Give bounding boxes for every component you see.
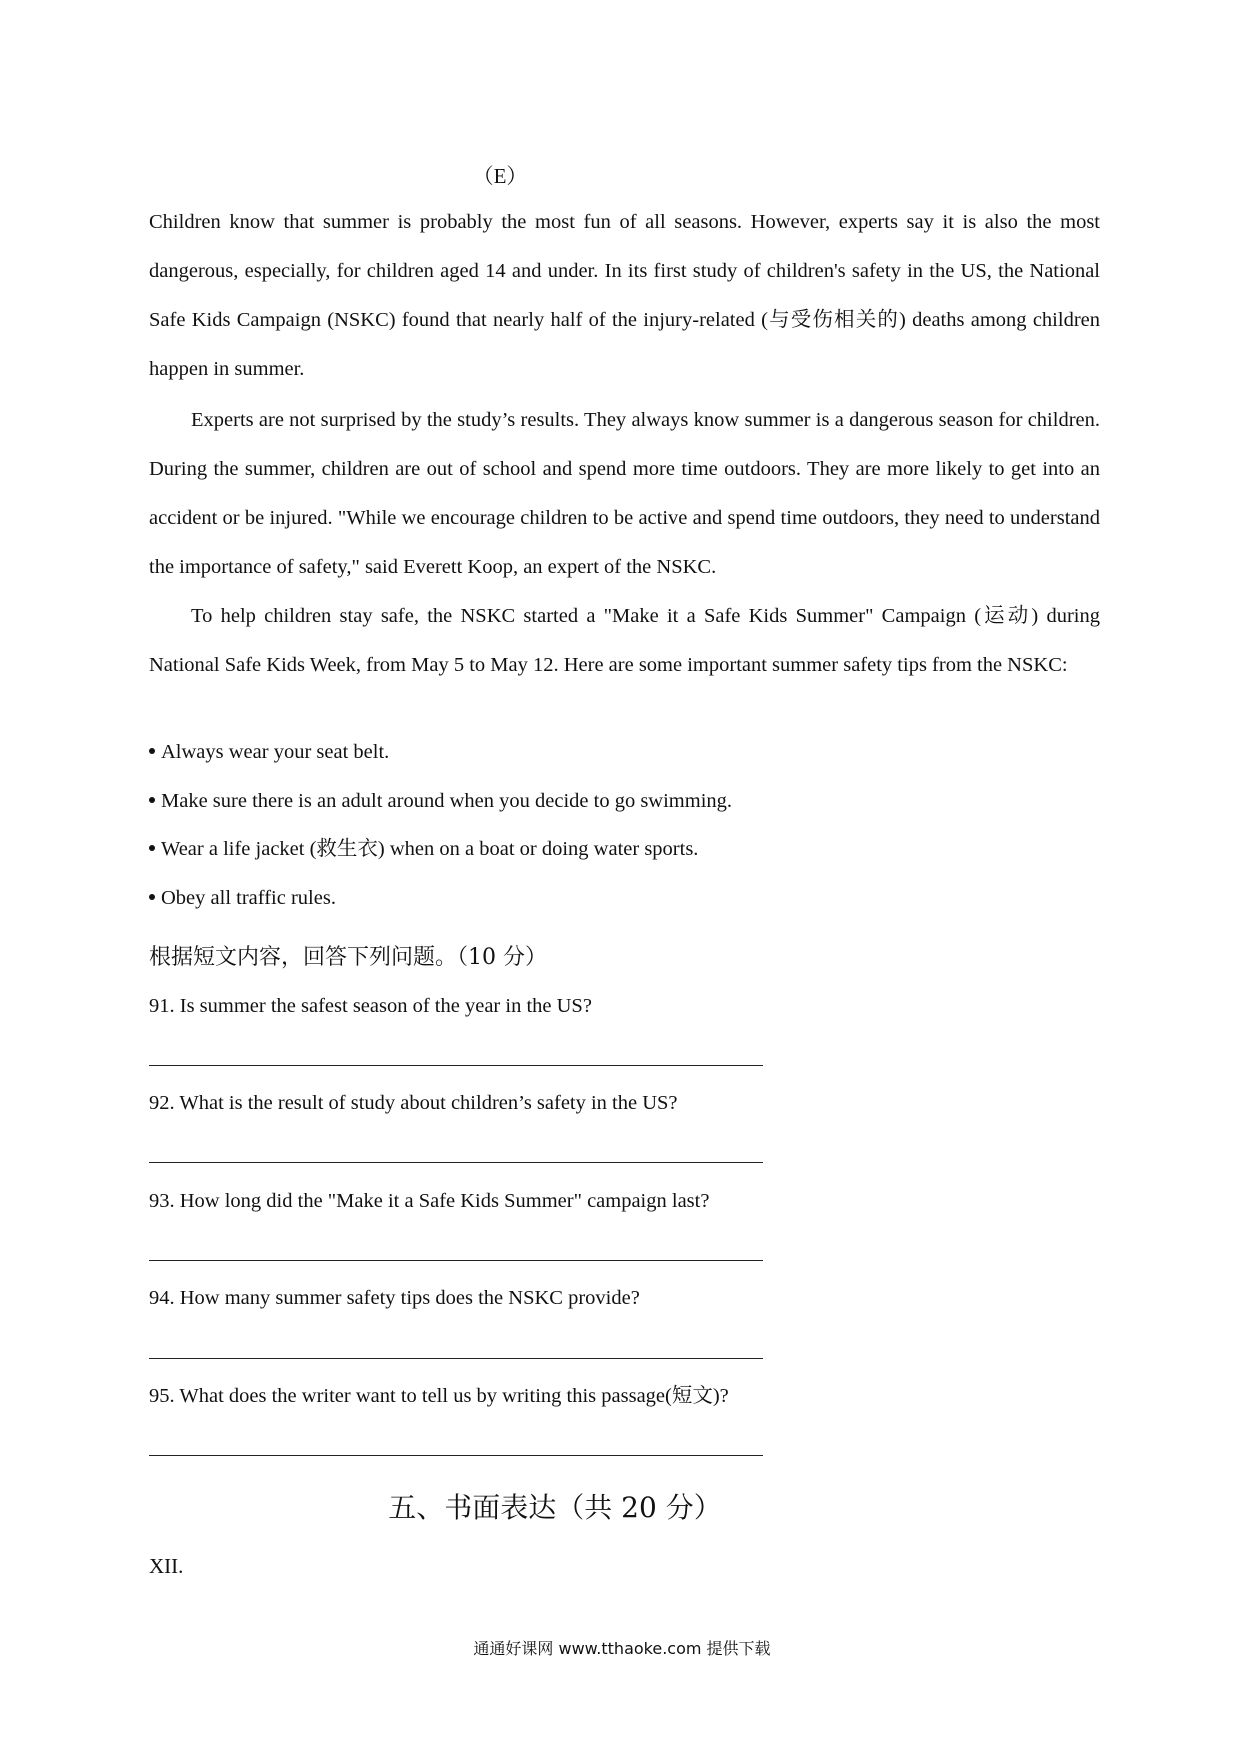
bullet-icon (149, 845, 155, 851)
bullet-icon (149, 797, 155, 803)
tip-item-1 (149, 737, 1100, 767)
tip-item-3 (149, 834, 1100, 864)
answer-line-95[interactable] (149, 1455, 763, 1456)
passage-paragraph-2: Experts are not surprised by the study’s results. They always know summer is a dangerous season for children. During the summer, children are out of school and spend more time outdoors. They are more likely to get into an accident or be injured. "While we encourage children to be active and spend time outdoors, they need to understand the importance of safety," said Everett Koop, an expert of the NSKC. (149, 409, 1100, 578)
tip-text: Always wear your seat belt. (161, 741, 390, 763)
question-93: 93. How long did the "Make it a Safe Kids Summer" campaign last? (149, 1190, 710, 1212)
question-94: 94. How many summer safety tips does the NSKC provide? (149, 1287, 640, 1309)
bullet-icon (149, 894, 155, 900)
answer-line-93[interactable] (149, 1260, 763, 1261)
section-heading: 五、书面表达（共 20 分） (388, 1491, 722, 1524)
question-92: 92. What is the result of study about children’s safety in the US? (149, 1092, 678, 1114)
passage-paragraph-1: Children know that summer is probably the most fun of all seasons. However, experts say it is also the most dangerous, especially, for children aged 14 and under. In its first study of children's safety in the US, the National Safe Kids Campaign (NSKC) found that nearly half of the injury-related (与受伤相关的) deaths among children happen in summer. (149, 211, 1100, 380)
answer-line-92[interactable] (149, 1162, 763, 1163)
question-95: 95. What does the writer want to tell us by writing this passage(短文)? (149, 1385, 729, 1407)
section-number: XII. (149, 1554, 184, 1578)
tip-text: Obey all traffic rules. (161, 887, 336, 909)
tip-item-2 (149, 786, 1100, 816)
question-instruction: 根据短文内容，回答下列问题。（10 分） (149, 945, 547, 970)
tip-item-4 (149, 883, 1100, 913)
passage-label: （E） (472, 164, 528, 188)
page-footer: 通通好课网 www.tthaoke.com 提供下载 (473, 1639, 771, 1658)
tip-text: Make sure there is an adult around when you decide to go swimming. (161, 790, 733, 812)
answer-line-91[interactable] (149, 1065, 763, 1066)
question-91: 91. Is summer the safest season of the year in the US? (149, 995, 592, 1017)
tip-text: Wear a life jacket (救生衣) when on a boat or doing water sports. (161, 838, 699, 860)
bullet-icon (149, 748, 155, 754)
passage-paragraph-3: To help children stay safe, the NSKC started a "Make it a Safe Kids Summer" Campaign (运动) during National Safe Kids Week, from May 5 to May 12. Here are some important summer safety tips from the NSKC: (149, 605, 1100, 676)
answer-line-94[interactable] (149, 1358, 763, 1359)
